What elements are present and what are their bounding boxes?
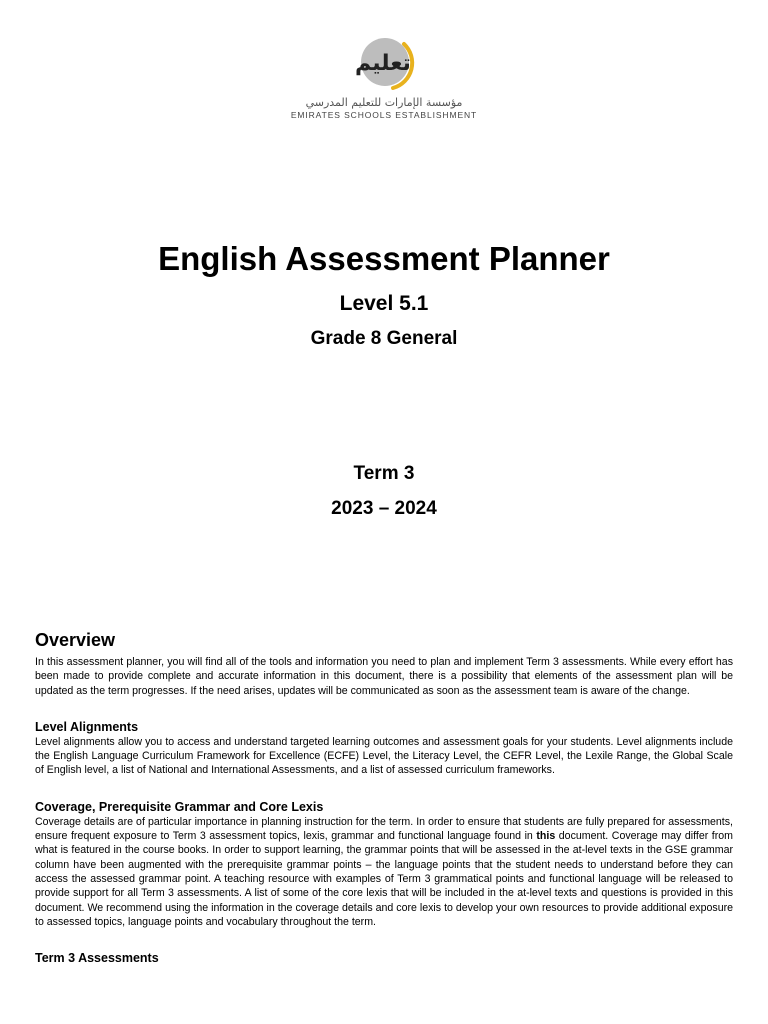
logo-mark-text: تعليم bbox=[355, 51, 411, 76]
logo-arabic-name: مؤسسة الإمارات للتعليم المدرسي bbox=[305, 96, 463, 109]
title-block bbox=[0, 238, 768, 351]
ese-logo-mark bbox=[349, 30, 419, 94]
level-alignments-heading: Level Alignments bbox=[35, 719, 139, 734]
term-3-assessments-heading: Term 3 Assessments bbox=[35, 951, 159, 966]
term-label: Term 3 bbox=[353, 463, 415, 484]
coverage-text-part-1: Coverage details are of particular importance in planning instruction for the term. In order to ensure that students are fully prepared for assessments, ensure frequent exposure to Term 3 assessment topics, lexis, grammar and functional language found in bbox=[35, 815, 733, 843]
level-alignments-text: Level alignments allow you to access and understand targeted learning outcomes and assessment goals for your students. Level alignments include the English Language Curriculum Framework for Excellence (ECFE) Level, the Literacy Level, the CEFR Level, the Lexile Range, the Global Scale of English level, a list of National and International Assessments, and a list of assessed curriculum frameworks. bbox=[35, 735, 733, 777]
section-level-alignments bbox=[35, 720, 733, 778]
logo bbox=[0, 30, 768, 120]
content bbox=[35, 628, 733, 966]
coverage-text-part-2: document. Coverage may differ from what is featured in the course books. In order to support learning, the grammar points that will be assessed in the at-level texts in the GSE grammar column have been augmented with the prerequisite grammar points – the language points that the student needs to understand before they can access the assessed grammar point. A teaching resource with examples of Term 3 grammatical points and functional language will be released to provide support for all Term 3 assessments. A list of some of the core lexis that will be included in the at-level texts and questions is provided in this document. We recommend using the information in the coverage details and core lexis to develop your own resources to provide additional exposure to assessed topics, language points and vocabulary throughout the term. bbox=[35, 830, 733, 928]
document-title: English Assessment Planner bbox=[158, 240, 610, 277]
coverage-text-bold: this bbox=[536, 830, 556, 843]
overview-heading: Overview bbox=[35, 630, 116, 650]
logo-english-name: EMIRATES SCHOOLS ESTABLISHMENT bbox=[290, 110, 478, 120]
section-coverage bbox=[35, 800, 733, 929]
coverage-text bbox=[35, 815, 733, 929]
document-grade: Grade 8 General bbox=[310, 328, 458, 349]
overview-text: In this assessment planner, you will find all of the tools and information you need to plan and implement Term 3 assessments. While every effort has been made to provide complete and accurate information in this document, there is a possibility that elements of the assessment plan will be updated as the term progresses. If the need arises, updates will be communicated as soon as the assessment team is aware of the change. bbox=[35, 656, 733, 697]
document-level: Level 5.1 bbox=[339, 292, 429, 315]
section-term-3-assessments bbox=[35, 951, 733, 966]
term-block bbox=[0, 462, 768, 521]
coverage-heading: Coverage, Prerequisite Grammar and Core Lexis bbox=[35, 799, 324, 814]
academic-years: 2023 – 2024 bbox=[331, 498, 437, 519]
